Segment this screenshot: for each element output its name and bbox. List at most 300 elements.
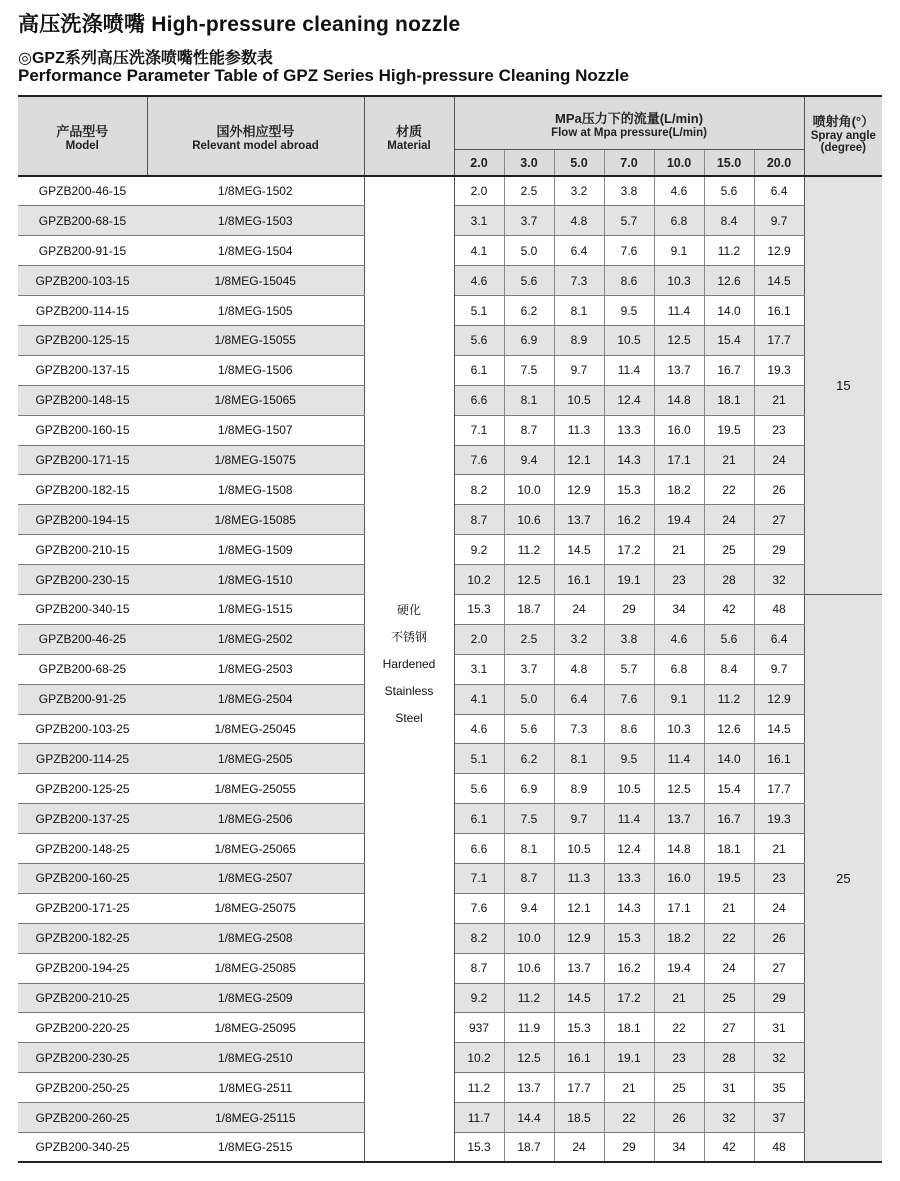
flow-cell: 8.6	[604, 714, 654, 744]
flow-cell: 8.7	[504, 415, 554, 445]
flow-cell: 24	[704, 505, 754, 535]
flow-cell: 12.1	[554, 445, 604, 475]
flow-cell: 24	[754, 893, 804, 923]
abroad-model-cell: 1/8MEG-2504	[147, 684, 364, 714]
flow-cell: 19.4	[654, 953, 704, 983]
flow-cell: 15.3	[454, 1133, 504, 1163]
flow-cell: 8.4	[704, 206, 754, 236]
flow-cell: 16.2	[604, 953, 654, 983]
flow-cell: 7.6	[454, 445, 504, 475]
abroad-model-cell: 1/8MEG-2508	[147, 923, 364, 953]
flow-cell: 14.8	[654, 834, 704, 864]
flow-cell: 23	[754, 863, 804, 893]
table-body	[18, 176, 882, 1162]
flow-cell: 32	[704, 1103, 754, 1133]
flow-cell: 13.3	[604, 415, 654, 445]
abroad-model-cell: 1/8MEG-2510	[147, 1043, 364, 1073]
flow-cell: 4.6	[454, 266, 504, 296]
pressure-header-cell: 7.0	[604, 150, 654, 177]
abroad-model-cell: 1/8MEG-2502	[147, 624, 364, 654]
flow-cell: 5.6	[504, 266, 554, 296]
flow-cell: 28	[704, 1043, 754, 1073]
abroad-model-cell: 1/8MEG-1505	[147, 296, 364, 326]
model-cell: GPZB200-182-25	[18, 923, 147, 953]
material-header-cn: 材质	[395, 123, 422, 139]
flow-cell: 10.2	[454, 565, 504, 595]
flow-cell: 25	[704, 535, 754, 565]
flow-cell: 27	[754, 953, 804, 983]
flow-cell: 5.7	[604, 654, 654, 684]
flow-cell: 11.2	[454, 1073, 504, 1103]
flow-cell: 14.5	[754, 266, 804, 296]
flow-cell: 8.4	[704, 654, 754, 684]
model-cell: GPZB200-182-15	[18, 475, 147, 505]
flow-cell: 21	[704, 893, 754, 923]
flow-cell: 10.3	[654, 266, 704, 296]
flow-cell: 5.6	[704, 176, 754, 206]
flow-cell: 5.6	[704, 624, 754, 654]
flow-cell: 8.7	[504, 863, 554, 893]
flow-cell: 10.5	[554, 834, 604, 864]
abroad-model-cell: 1/8MEG-1506	[147, 355, 364, 385]
flow-cell: 22	[704, 923, 754, 953]
model-cell: GPZB200-46-15	[18, 176, 147, 206]
flow-cell: 19.5	[704, 863, 754, 893]
flow-cell: 11.2	[704, 236, 754, 266]
material-line: Hardened	[382, 656, 436, 671]
abroad-model-cell: 1/8MEG-25115	[147, 1103, 364, 1133]
abroad-model-cell: 1/8MEG-15075	[147, 445, 364, 475]
flow-cell: 3.7	[504, 654, 554, 684]
model-cell: GPZB200-230-15	[18, 565, 147, 595]
flow-cell: 8.9	[554, 774, 604, 804]
flow-cell: 7.6	[604, 236, 654, 266]
flow-cell: 17.7	[554, 1073, 604, 1103]
flow-cell: 15.4	[704, 774, 754, 804]
flow-cell: 18.1	[704, 385, 754, 415]
flow-cell: 4.6	[454, 714, 504, 744]
model-cell: GPZB200-114-15	[18, 296, 147, 326]
flow-cell: 17.7	[754, 774, 804, 804]
flow-cell: 14.3	[604, 445, 654, 475]
flow-cell: 22	[704, 475, 754, 505]
model-cell: GPZB200-250-25	[18, 1073, 147, 1103]
flow-cell: 9.5	[604, 296, 654, 326]
flow-cell: 11.9	[504, 1013, 554, 1043]
flow-cell: 6.4	[754, 176, 804, 206]
flow-cell: 16.1	[554, 565, 604, 595]
flow-cell: 14.8	[654, 385, 704, 415]
flow-cell: 42	[704, 594, 754, 624]
flow-cell: 27	[704, 1013, 754, 1043]
flow-cell: 12.9	[754, 684, 804, 714]
flow-cell: 26	[754, 923, 804, 953]
model-cell: GPZB200-340-15	[18, 594, 147, 624]
flow-cell: 6.8	[654, 206, 704, 236]
flow-cell: 9.7	[754, 206, 804, 236]
abroad-model-cell: 1/8MEG-1504	[147, 236, 364, 266]
abroad-model-cell: 1/8MEG-25045	[147, 714, 364, 744]
flow-cell: 13.7	[654, 804, 704, 834]
flow-cell: 12.9	[754, 236, 804, 266]
flow-cell: 9.7	[554, 804, 604, 834]
flow-cell: 14.5	[754, 714, 804, 744]
flow-cell: 9.2	[454, 983, 504, 1013]
flow-cell: 12.1	[554, 893, 604, 923]
flow-cell: 7.6	[454, 893, 504, 923]
pressure-header-cell: 3.0	[504, 150, 554, 177]
flow-cell: 3.1	[454, 654, 504, 684]
model-cell: GPZB200-160-25	[18, 863, 147, 893]
abroad-header-en: Relevant model abroad	[192, 139, 319, 152]
flow-cell: 14.5	[554, 983, 604, 1013]
flow-cell: 7.5	[504, 355, 554, 385]
flow-cell: 14.4	[504, 1103, 554, 1133]
flow-cell: 37	[754, 1103, 804, 1133]
model-cell: GPZB200-137-15	[18, 355, 147, 385]
abroad-model-cell: 1/8MEG-1508	[147, 475, 364, 505]
flow-cell: 12.6	[704, 266, 754, 296]
flow-cell: 21	[654, 983, 704, 1013]
flow-cell: 18.5	[554, 1103, 604, 1133]
flow-cell: 4.8	[554, 654, 604, 684]
flow-cell: 10.2	[454, 1043, 504, 1073]
abroad-model-cell: 1/8MEG-1515	[147, 594, 364, 624]
flow-cell: 12.5	[504, 565, 554, 595]
flow-cell: 2.5	[504, 176, 554, 206]
flow-cell: 34	[654, 1133, 704, 1163]
flow-cell: 24	[554, 594, 604, 624]
flow-cell: 26	[754, 475, 804, 505]
pressure-header-cell: 10.0	[654, 150, 704, 177]
flow-cell: 8.9	[554, 325, 604, 355]
model-cell: GPZB200-260-25	[18, 1103, 147, 1133]
flow-cell: 21	[654, 535, 704, 565]
flow-cell: 9.4	[504, 893, 554, 923]
model-cell: GPZB200-68-15	[18, 206, 147, 236]
flow-cell: 24	[554, 1133, 604, 1163]
flow-cell: 4.1	[454, 236, 504, 266]
model-cell: GPZB200-137-25	[18, 804, 147, 834]
flow-cell: 13.7	[554, 505, 604, 535]
flow-cell: 9.5	[604, 744, 654, 774]
angle-header-cn: 喷射角(°）	[812, 114, 875, 129]
flow-cell: 12.4	[604, 834, 654, 864]
flow-cell: 7.6	[604, 684, 654, 714]
flow-cell: 11.3	[554, 415, 604, 445]
flow-cell: 11.2	[504, 535, 554, 565]
flow-cell: 48	[754, 1133, 804, 1163]
model-cell: GPZB200-91-25	[18, 684, 147, 714]
flow-cell: 21	[754, 834, 804, 864]
flow-cell: 5.6	[504, 714, 554, 744]
abroad-header	[147, 96, 364, 176]
flow-cell: 4.6	[654, 624, 704, 654]
flow-cell: 4.1	[454, 684, 504, 714]
flow-cell: 8.1	[554, 744, 604, 774]
flow-cell: 5.0	[504, 684, 554, 714]
flow-cell: 23	[754, 415, 804, 445]
flow-cell: 16.1	[554, 1043, 604, 1073]
material-line: 硬化	[396, 602, 421, 617]
abroad-model-cell: 1/8MEG-2511	[147, 1073, 364, 1103]
model-header-cn: 产品型号	[56, 123, 109, 139]
material-header	[364, 96, 454, 176]
material-line: Stainless	[384, 683, 434, 698]
flow-cell: 10.5	[554, 385, 604, 415]
flow-cell: 17.2	[604, 983, 654, 1013]
flow-cell: 19.1	[604, 1043, 654, 1073]
flow-cell: 15.3	[454, 594, 504, 624]
flow-cell: 7.5	[504, 804, 554, 834]
flow-cell: 8.1	[554, 296, 604, 326]
model-cell: GPZB200-46-25	[18, 624, 147, 654]
flow-cell: 10.3	[654, 714, 704, 744]
flow-cell: 17.2	[604, 535, 654, 565]
flow-cell: 8.1	[504, 834, 554, 864]
flow-cell: 10.5	[604, 774, 654, 804]
flow-cell: 35	[754, 1073, 804, 1103]
flow-cell: 2.0	[454, 176, 504, 206]
flow-cell: 19.3	[754, 355, 804, 385]
abroad-model-cell: 1/8MEG-2515	[147, 1133, 364, 1163]
flow-header	[454, 96, 804, 150]
flow-cell: 937	[454, 1013, 504, 1043]
pressure-header-cell: 20.0	[754, 150, 804, 177]
abroad-model-cell: 1/8MEG-25075	[147, 893, 364, 923]
flow-cell: 15.3	[554, 1013, 604, 1043]
flow-cell: 15.4	[704, 325, 754, 355]
flow-header-en: Flow at Mpa pressure(L/min)	[551, 126, 707, 139]
abroad-header-cn: 国外相应型号	[216, 123, 295, 139]
abroad-model-cell: 1/8MEG-25085	[147, 953, 364, 983]
flow-cell: 15.3	[604, 923, 654, 953]
flow-cell: 2.5	[504, 624, 554, 654]
abroad-model-cell: 1/8MEG-15085	[147, 505, 364, 535]
abroad-model-cell: 1/8MEG-1507	[147, 415, 364, 445]
table-row	[18, 176, 882, 206]
flow-cell: 2.0	[454, 624, 504, 654]
model-cell: GPZB200-340-25	[18, 1133, 147, 1163]
abroad-model-cell: 1/8MEG-1503	[147, 206, 364, 236]
model-cell: GPZB200-220-25	[18, 1013, 147, 1043]
pressure-header-cell: 15.0	[704, 150, 754, 177]
abroad-model-cell: 1/8MEG-15055	[147, 325, 364, 355]
flow-cell: 19.3	[754, 804, 804, 834]
model-cell: GPZB200-114-25	[18, 744, 147, 774]
flow-cell: 6.9	[504, 774, 554, 804]
flow-cell: 31	[704, 1073, 754, 1103]
flow-cell: 13.7	[554, 953, 604, 983]
model-cell: GPZB200-125-15	[18, 325, 147, 355]
material-header-en: Material	[387, 139, 431, 152]
abroad-model-cell: 1/8MEG-1510	[147, 565, 364, 595]
model-cell: GPZB200-125-25	[18, 774, 147, 804]
flow-cell: 6.2	[504, 296, 554, 326]
flow-cell: 6.6	[454, 385, 504, 415]
flow-cell: 12.5	[654, 325, 704, 355]
flow-cell: 8.2	[454, 475, 504, 505]
flow-cell: 31	[754, 1013, 804, 1043]
flow-cell: 11.2	[704, 684, 754, 714]
flow-cell: 7.3	[554, 714, 604, 744]
flow-cell: 12.6	[704, 714, 754, 744]
flow-cell: 22	[654, 1013, 704, 1043]
flow-cell: 21	[754, 385, 804, 415]
flow-cell: 10.0	[504, 475, 554, 505]
flow-cell: 26	[654, 1103, 704, 1133]
model-header-en: Model	[65, 139, 99, 152]
flow-cell: 5.6	[454, 325, 504, 355]
model-cell: GPZB200-91-15	[18, 236, 147, 266]
flow-header-cn: MPa压力下的流量(L/min)	[555, 110, 704, 126]
flow-cell: 3.8	[604, 176, 654, 206]
flow-cell: 5.7	[604, 206, 654, 236]
flow-cell: 29	[604, 594, 654, 624]
performance-table	[18, 95, 882, 1163]
flow-cell: 17.1	[654, 893, 704, 923]
flow-cell: 9.4	[504, 445, 554, 475]
flow-cell: 14.0	[704, 744, 754, 774]
flow-cell: 8.7	[454, 505, 504, 535]
flow-cell: 13.7	[654, 355, 704, 385]
flow-cell: 10.0	[504, 923, 554, 953]
flow-cell: 22	[604, 1103, 654, 1133]
flow-cell: 11.7	[454, 1103, 504, 1133]
flow-cell: 8.2	[454, 923, 504, 953]
flow-cell: 6.2	[504, 744, 554, 774]
flow-cell: 25	[704, 983, 754, 1013]
flow-cell: 3.1	[454, 206, 504, 236]
flow-cell: 11.2	[504, 983, 554, 1013]
model-cell: GPZB200-210-15	[18, 535, 147, 565]
flow-cell: 23	[654, 565, 704, 595]
flow-cell: 11.3	[554, 863, 604, 893]
angle-header-en1: Spray angle	[810, 130, 876, 142]
flow-cell: 29	[754, 983, 804, 1013]
abroad-model-cell: 1/8MEG-25055	[147, 774, 364, 804]
table-subtitle-cn: ◎GPZ系列高压洗涤喷嘴性能参数表	[18, 50, 273, 67]
model-cell: GPZB200-148-15	[18, 385, 147, 415]
flow-cell: 14.5	[554, 535, 604, 565]
flow-cell: 9.7	[554, 355, 604, 385]
table-subtitle-en: Performance Parameter Table of GPZ Series High-pressure Cleaning Nozzle	[18, 66, 629, 85]
flow-cell: 12.5	[504, 1043, 554, 1073]
abroad-model-cell: 1/8MEG-25065	[147, 834, 364, 864]
spray-angle-cell: 25	[804, 594, 882, 1162]
abroad-model-cell: 1/8MEG-2503	[147, 654, 364, 684]
flow-cell: 8.7	[454, 953, 504, 983]
model-cell: GPZB200-160-15	[18, 415, 147, 445]
abroad-model-cell: 1/8MEG-2506	[147, 804, 364, 834]
flow-cell: 17.7	[754, 325, 804, 355]
flow-cell: 16.7	[704, 355, 754, 385]
flow-cell: 48	[754, 594, 804, 624]
flow-cell: 19.5	[704, 415, 754, 445]
flow-cell: 16.7	[704, 804, 754, 834]
abroad-model-cell: 1/8MEG-15045	[147, 266, 364, 296]
model-cell: GPZB200-148-25	[18, 834, 147, 864]
flow-cell: 6.4	[754, 624, 804, 654]
material-line: 不锈钢	[390, 629, 427, 644]
flow-cell: 11.4	[654, 744, 704, 774]
flow-cell: 19.4	[654, 505, 704, 535]
flow-cell: 24	[704, 953, 754, 983]
spray-angle-cell: 15	[804, 176, 882, 594]
abroad-model-cell: 1/8MEG-2509	[147, 983, 364, 1013]
flow-cell: 29	[604, 1133, 654, 1163]
flow-cell: 14.0	[704, 296, 754, 326]
flow-cell: 21	[704, 445, 754, 475]
flow-cell: 9.2	[454, 535, 504, 565]
flow-cell: 11.4	[604, 804, 654, 834]
flow-cell: 6.1	[454, 804, 504, 834]
angle-header	[804, 96, 882, 176]
material-cell	[364, 176, 454, 1162]
model-cell: GPZB200-171-15	[18, 445, 147, 475]
pressure-header-cell: 2.0	[454, 150, 504, 177]
flow-cell: 16.1	[754, 744, 804, 774]
flow-cell: 7.3	[554, 266, 604, 296]
flow-cell: 7.1	[454, 415, 504, 445]
page-title: 高压洗涤喷嘴 High-pressure cleaning nozzle	[18, 13, 461, 36]
abroad-model-cell: 1/8MEG-1502	[147, 176, 364, 206]
flow-cell: 13.3	[604, 863, 654, 893]
flow-cell: 7.1	[454, 863, 504, 893]
flow-cell: 3.2	[554, 624, 604, 654]
flow-cell: 8.1	[504, 385, 554, 415]
flow-cell: 18.7	[504, 1133, 554, 1163]
flow-cell: 10.6	[504, 953, 554, 983]
flow-cell: 18.2	[654, 475, 704, 505]
flow-cell: 5.0	[504, 236, 554, 266]
flow-cell: 23	[654, 1043, 704, 1073]
flow-cell: 9.1	[654, 236, 704, 266]
flow-cell: 25	[654, 1073, 704, 1103]
flow-cell: 9.1	[654, 684, 704, 714]
flow-cell: 18.7	[504, 594, 554, 624]
flow-cell: 29	[754, 535, 804, 565]
model-cell: GPZB200-103-15	[18, 266, 147, 296]
model-cell: GPZB200-68-25	[18, 654, 147, 684]
flow-cell: 6.1	[454, 355, 504, 385]
flow-cell: 13.7	[504, 1073, 554, 1103]
angle-header-en2: (degree)	[820, 142, 867, 154]
flow-cell: 6.9	[504, 325, 554, 355]
flow-cell: 16.2	[604, 505, 654, 535]
flow-cell: 16.0	[654, 863, 704, 893]
flow-cell: 11.4	[654, 296, 704, 326]
abroad-model-cell: 1/8MEG-2507	[147, 863, 364, 893]
flow-cell: 10.6	[504, 505, 554, 535]
flow-cell: 3.7	[504, 206, 554, 236]
model-cell: GPZB200-230-25	[18, 1043, 147, 1073]
flow-cell: 14.3	[604, 893, 654, 923]
flow-cell: 32	[754, 565, 804, 595]
abroad-model-cell: 1/8MEG-25095	[147, 1013, 364, 1043]
model-header	[18, 96, 147, 176]
model-cell: GPZB200-194-25	[18, 953, 147, 983]
flow-cell: 10.5	[604, 325, 654, 355]
flow-cell: 6.6	[454, 834, 504, 864]
model-cell: GPZB200-194-15	[18, 505, 147, 535]
flow-cell: 8.6	[604, 266, 654, 296]
flow-cell: 4.8	[554, 206, 604, 236]
flow-cell: 18.1	[604, 1013, 654, 1043]
flow-cell: 18.1	[704, 834, 754, 864]
table-header	[18, 96, 882, 176]
abroad-model-cell: 1/8MEG-15065	[147, 385, 364, 415]
